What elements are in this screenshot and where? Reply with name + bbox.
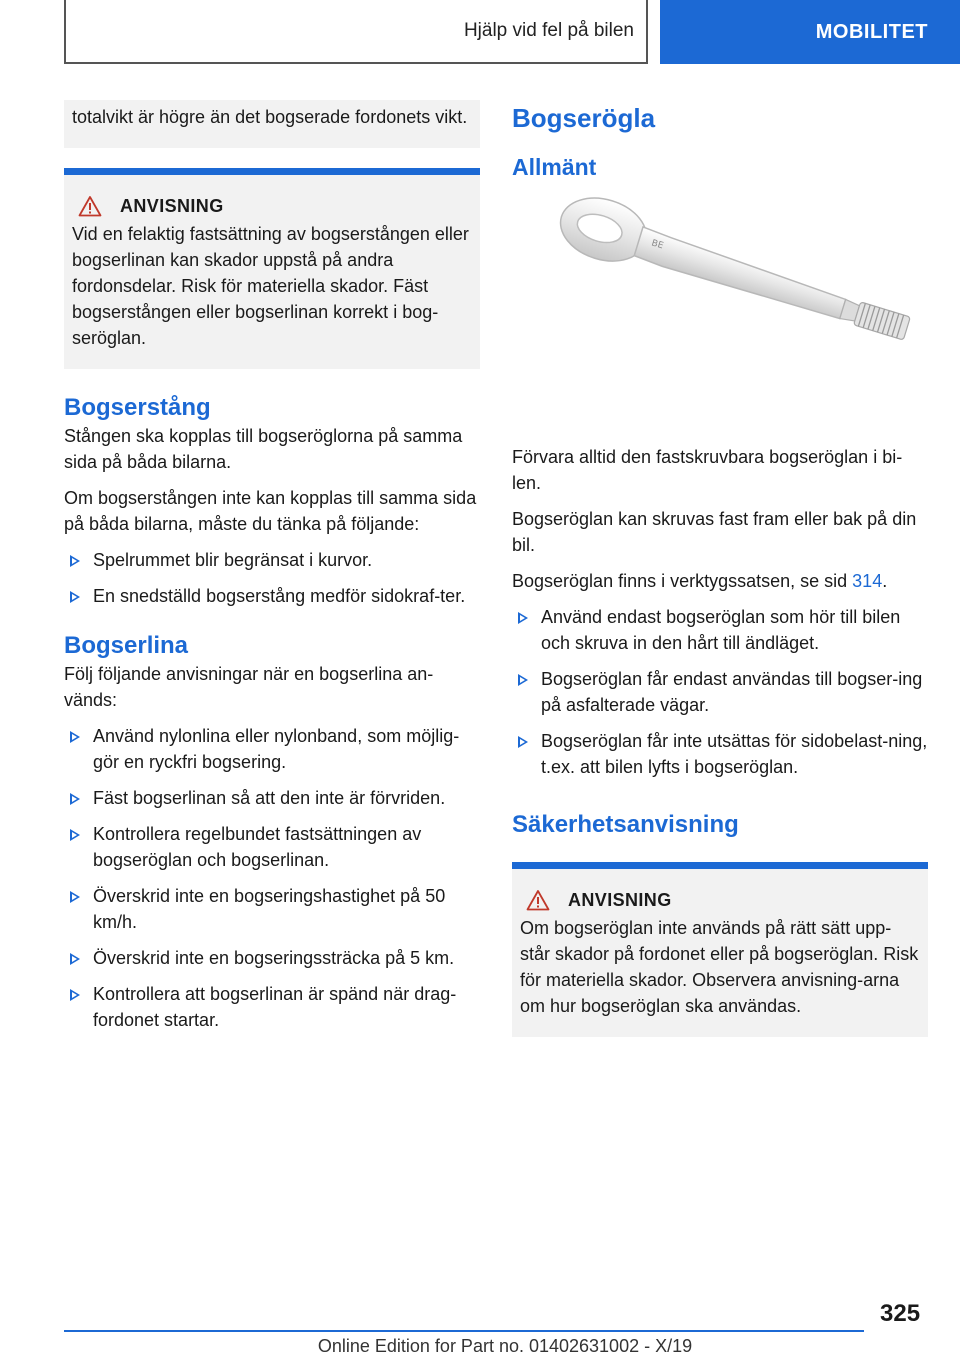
paragraph: Bogseröglan kan skruvas fast fram eller bak på din bil. [512, 509, 917, 555]
footer-edition: Online Edition for Part no. 01402631002 - X/19 [317, 1336, 693, 1356]
page-reference-link[interactable]: 314 [852, 571, 883, 591]
notice-text: Vid en felaktig fastsättning av bogserstången eller bogserlinan kan skador uppstå på andra fordonsdelar. Risk för materiella skador. Fäst bogserstången eller bogserlinan korrekt i bog-seröglan. [72, 224, 469, 348]
page-number: 325 [880, 1300, 921, 1327]
warning-icon [526, 889, 550, 911]
subheading-allmant: Allmänt [512, 154, 597, 180]
heading-bogserstang: Bogserstång [64, 394, 211, 421]
list-bullet-triangle-icon [518, 736, 528, 748]
notice-box [64, 168, 480, 369]
list-bullet-triangle-icon [70, 731, 80, 743]
bullet-list [64, 723, 480, 1033]
towing-eye-icon [512, 192, 928, 432]
list-item: Använd nylonlina eller nylonband, som möjlig-gör en ryckfri bogsering. [64, 723, 480, 775]
bullet-list [512, 604, 928, 780]
list-bullet-triangle-icon [70, 829, 80, 841]
notice-title [520, 889, 920, 911]
right-column [512, 100, 928, 1037]
list-item: Kontrollera att bogserlinan är spänd när drag-fordonet startar. [64, 981, 480, 1033]
heading-bogserogla: Bogserögla [512, 103, 656, 133]
list-item: Överskrid inte en bogseringssträcka på 5 km. [64, 945, 480, 971]
list-bullet-triangle-icon [70, 953, 80, 965]
paragraph: Förvara alltid den fastskruvbara bogseröglan i bi-len. [512, 447, 903, 493]
list-item: En snedställd bogserstång medför sidokraf-ter. [64, 583, 480, 609]
paragraph: Om bogserstången inte kan kopplas till samma sida på båda bilarna, måste du tänka på följande: [64, 488, 477, 534]
bullet-list [64, 547, 480, 609]
carryover-box [64, 100, 480, 148]
list-bullet-triangle-icon [518, 674, 528, 686]
notice-box [512, 862, 928, 1037]
paragraph: Stången ska kopplas till bogseröglorna på samma sida på båda bilarna. [64, 426, 463, 472]
header-section-tab[interactable]: MOBILITET [660, 0, 960, 64]
list-item: Fäst bogserlinan så att den inte är förvriden. [64, 785, 480, 811]
list-item: Bogseröglan får inte utsättas för sidobelast-ning, t.ex. att bilen lyfts i bogseröglan. [512, 728, 928, 780]
list-item: Överskrid inte en bogseringshastighet på 50 km/h. [64, 883, 480, 935]
paragraph-reference: Bogseröglan finns i verktygssatsen, se sid 314. [512, 571, 888, 591]
notice-text: Om bogseröglan inte används på rätt sätt upp-står skador på fordonet eller på bogseröglan. Risk för materiella skador. Observera anvisning-arna om hur bogseröglan ska användas. [520, 918, 919, 1016]
left-column [64, 100, 480, 1043]
paragraph: Följ följande anvisningar när en bogserlina an-vänds: [64, 664, 434, 710]
list-bullet-triangle-icon [518, 612, 528, 624]
list-bullet-triangle-icon [70, 793, 80, 805]
notice-title [72, 195, 472, 217]
list-item: Använd endast bogseröglan som hör till bilen och skruva in den hårt till ändläget. [512, 604, 928, 656]
warning-icon [78, 195, 102, 217]
header-chapter: Hjälp vid fel på bilen [64, 0, 648, 64]
list-item: Bogseröglan får endast användas till bogser-ing på asfalterade vägar. [512, 666, 928, 718]
list-bullet-triangle-icon [70, 891, 80, 903]
notice-title-label: ANVISNING [120, 195, 224, 216]
footer-divider [64, 1330, 864, 1332]
list-bullet-triangle-icon [70, 989, 80, 1001]
list-bullet-triangle-icon [70, 591, 80, 603]
list-bullet-triangle-icon [70, 555, 80, 567]
heading-sakerhetsanvisning: Säkerhetsanvisning [512, 811, 739, 838]
towing-eye-illustration [512, 192, 928, 432]
image-label: BE [650, 238, 665, 252]
carryover-text: totalvikt är högre än det bogserade fordonets vikt. [72, 107, 468, 127]
heading-bogserlina: Bogserlina [64, 632, 189, 659]
notice-title-label: ANVISNING [568, 889, 672, 910]
list-item: Spelrummet blir begränsat i kurvor. [64, 547, 480, 573]
list-item: Kontrollera regelbundet fastsättningen av bogseröglan och bogserlinan. [64, 821, 480, 873]
